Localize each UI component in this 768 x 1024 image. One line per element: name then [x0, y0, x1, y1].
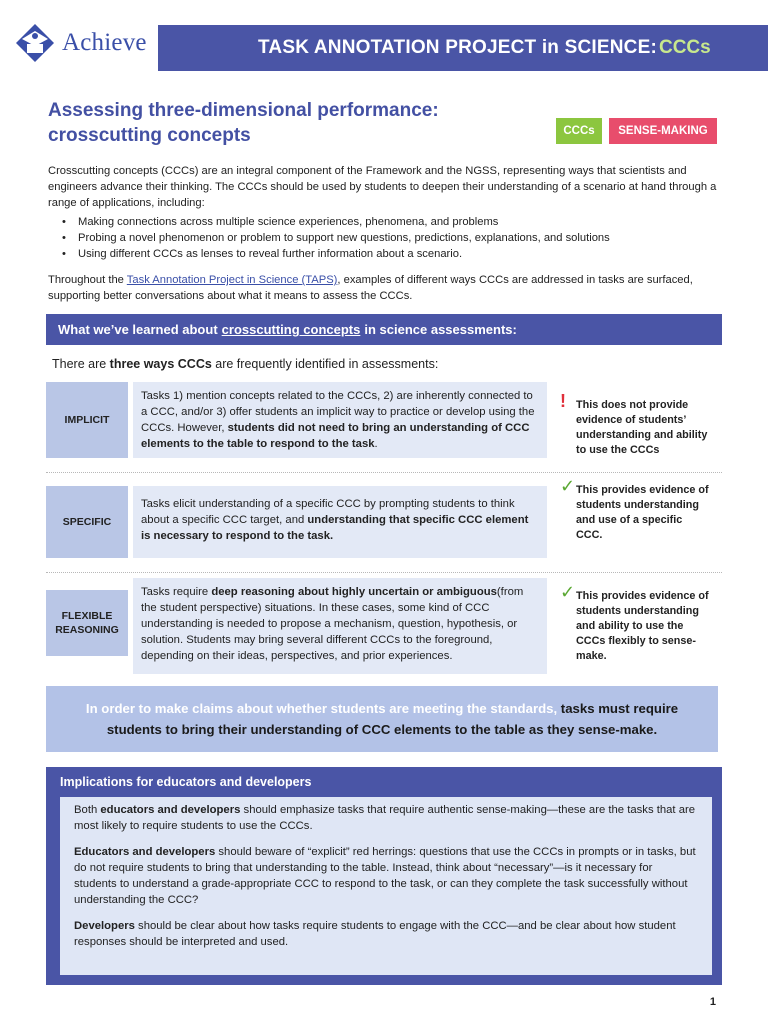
paragraph-post: should beware of “explicit” red herrings: questions that use the CCCs in prompts or in tasks, but do not require students to bring that understanding to the table. Instead, think about “necessary”—is it necessary for students to understand a grade-appropriate CCC to respond to the task, or can they complete the task successfully without understanding the CCC? [74, 846, 696, 906]
row-text-bold: understanding that specific CCC element is necessary to respond to the task. [141, 514, 529, 542]
row-text-implicit [133, 382, 547, 458]
implications-paragraph [74, 802, 698, 834]
paragraph-bold: Educators and developers [74, 846, 216, 858]
row-text-post: . [374, 438, 378, 450]
implications-heading: Implications for educators and developers [60, 775, 312, 789]
row-text-specific [133, 486, 547, 558]
checkmark-icon: ✓ [560, 476, 576, 496]
page-title-line-1: Assessing three-dimensional performance: [48, 100, 439, 121]
three-ways-pre: There are [52, 357, 110, 371]
claims-rest: tasks must require students to bring their understanding of CCC elements to the table as they sense-make. [106, 701, 679, 737]
claims-callout [46, 686, 718, 752]
row-text-bold: deep reasoning about highly uncertain or ambiguous [211, 586, 497, 598]
logo-wordmark: Achieve [62, 29, 147, 56]
note-text: This does not provide evidence of students’ understanding and ability to use the CCCs [576, 399, 708, 456]
page-number: 1 [709, 996, 716, 1008]
intro-bullet-list [62, 214, 728, 262]
intro-bullet: • Making connections across multiple science experiences, phenomena, and problems [62, 214, 728, 230]
divider [46, 472, 722, 473]
row-text-post: (from the student perspective) situations. In these cases, some kind of CCC understanding is needed to propose a mechanism, question, hypothesis, or solution. Students may bring several different CCCs to the foreground, depending on their ideas, perspectives, and prior experiences. [141, 586, 524, 662]
divider [46, 572, 722, 573]
paragraph-post: should be clear about how tasks require students to engage with the CCC—and be clear about how student responses should be interpreted and used. [74, 920, 676, 948]
taps-link[interactable]: Task Annotation Project in Science (TAPS) [126, 274, 338, 286]
implications-panel [46, 767, 722, 985]
tag-sense-making: SENSE-MAKING [609, 118, 717, 144]
section-heading-bar [46, 314, 722, 345]
page-title [48, 98, 439, 148]
implications-paragraph [74, 918, 698, 950]
note-flexible-reasoning [560, 582, 710, 664]
paragraph-post: should emphasize tasks that require authentic sense-making—these are the tasks that are most likely to require students to use the CCCs. [74, 804, 696, 832]
tag-cccs: CCCs [556, 118, 602, 144]
row-text-pre: Tasks require [141, 586, 212, 598]
row-text-pre: Tasks 1) mention concepts related to the CCCs, 2) are inherently connected to a CCC, and/or 3) offer students an implicit way to practice or develop using the CCCs. However, [141, 390, 535, 434]
note-implicit [560, 391, 710, 458]
achieve-logo [14, 22, 147, 64]
claims-text [70, 698, 694, 740]
three-ways-bold: three ways CCCs [109, 357, 212, 371]
paragraph-bold: educators and developers [100, 804, 241, 816]
warning-icon: ! [560, 391, 566, 411]
banner-title: TASK ANNOTATION PROJECT in SCIENCE: [258, 37, 657, 58]
banner-suffix: CCCs [658, 37, 711, 58]
header-banner [158, 25, 768, 71]
note-text: This provides evidence of students understanding and ability to use the CCCs flexibly to sense-make. [576, 590, 709, 662]
note-text: This provides evidence of students understanding and use of a specific CCC. [576, 484, 709, 541]
intro-text [48, 163, 728, 304]
taps-paragraph-pre: Throughout the [48, 274, 127, 286]
row-text-bold: students did not need to bring an understanding of CCC elements to the table to respond to the task [141, 422, 530, 450]
paragraph-pre: Both [74, 804, 101, 816]
claims-lead: In order to make claims about whether students are meeting the standards, [85, 701, 558, 716]
taps-paragraph [48, 272, 728, 304]
taps-paragraph-post: , examples of different ways CCCs are addressed in tasks are surfaced, supporting better conversations about what it means to assess the CCCs. [48, 274, 693, 302]
three-ways-sentence [52, 357, 438, 371]
paragraph-bold: Developers [74, 920, 135, 932]
note-specific [560, 476, 710, 543]
row-label-flexible-reasoning: FLEXIBLE REASONING [46, 590, 128, 656]
mortarboard-globe-icon [14, 22, 56, 64]
row-label-implicit: IMPLICIT [46, 382, 128, 458]
intro-bullet: • Using different CCCs as lenses to reveal further information about a scenario. [62, 246, 728, 262]
intro-paragraph: Crosscutting concepts (CCCs) are an integral component of the Framework and the NGSS, representing ways that scientists and engineers advance their thinking. The CCCs should be used by students to deepen their understanding of a scenario at hand through a range of applications, including: [48, 165, 717, 209]
implications-body [60, 797, 712, 975]
three-ways-post: are frequently identified in assessments: [211, 357, 439, 371]
row-label-specific: SPECIFIC [46, 486, 128, 558]
row-text-flexible-reasoning [133, 578, 547, 674]
row-text-pre: Tasks elicit understanding of a specific CCC by prompting students to think about a specific CCC target, and [141, 498, 515, 526]
implications-paragraph [74, 844, 698, 908]
section-heading-pre: What we’ve learned about [58, 322, 218, 337]
intro-bullet: • Probing a novel phenomenon or problem to support new questions, predictions, explanations, and solutions [62, 230, 728, 246]
section-heading-post: in science assessments: [364, 322, 517, 337]
page-title-line-2: crosscutting concepts [48, 125, 251, 146]
checkmark-icon: ✓ [560, 582, 576, 602]
section-heading-underlined: crosscutting concepts [221, 322, 361, 337]
